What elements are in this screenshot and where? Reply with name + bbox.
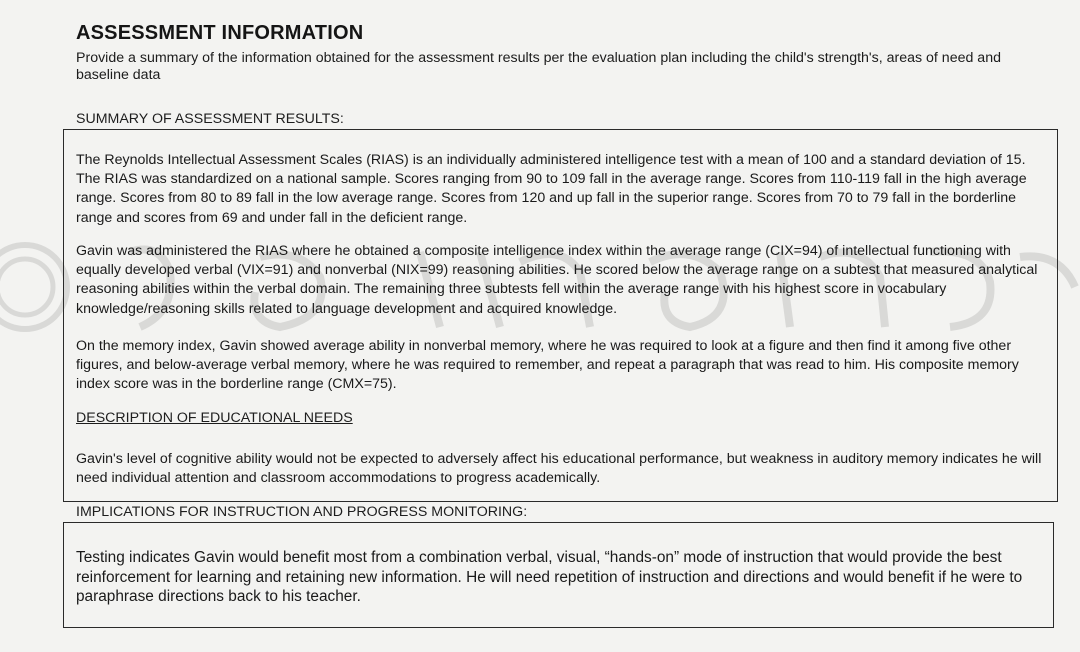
summary-paragraph-memory: On the memory index, Gavin showed average ability in nonverbal memory, where he was required to look at a figure and then find it among five other figures, and below-average verbal memory, where he was required to remember, and repeat a paragraph that was read to him. His composite memory index score was in the borderline range (CMX=75). (76, 338, 1019, 393)
summary-paragraph-rias: The Reynolds Intellectual Assessment Scales (RIAS) is an individually administered intelligence test with a mean of 100 and a standard deviation of 15. The RIAS was standardized on a national sample. Scores ranging from 90 to 109 fall in the average range. Scores from 110-119 fall in the high average range. Scores from 80 to 89 fall in the low average range. Scores from 120 and up fall in the superior range. Scores from 70 to 79 fall in the borderline range and scores from 69 and under fall in the deficient range. (76, 152, 1027, 226)
page-subtitle: Provide a summary of the information obtained for the assessment results per the evaluation plan including the child's strength's, areas of need and baseline data (76, 50, 1001, 83)
implications-label: IMPLICATIONS FOR INSTRUCTION AND PROGRESS MONITORING: (76, 504, 528, 520)
educational-needs-text: Gavin's level of cognitive ability would not be expected to adversely affect his educational performance, but weakness in auditory memory indicates he will need individual attention and classroom accommodations to progress academically. (76, 451, 1042, 487)
educational-needs-label: DESCRIPTION OF EDUCATIONAL NEEDS (76, 410, 353, 426)
summary-label: SUMMARY OF ASSESSMENT RESULTS: (76, 111, 344, 127)
summary-paragraph-results: Gavin was administered the RIAS where he obtained a composite intelligence index within the average range (CIX=94) of intellectual functioning with equally developed verbal (VIX=91) and nonverbal (NIX=99) reasoning abilities. He scored below the average range on a subtest that measured analytical reasoning abilities within the verbal domain. The remaining three subtests fell within the average range with his highest score in vocabulary knowledge/reasoning skills related to language development and acquired knowledge. (76, 243, 1038, 317)
page-title: ASSESSMENT INFORMATION (76, 22, 364, 44)
implications-text: Testing indicates Gavin would benefit most from a combination verbal, visual, “hands-on” mode of instruction that would provide the best reinforcement for learning and retaining new information. He will need repetition of instruction and directions and would benefit if he were to paraphrase directions back to his teacher. (76, 549, 1023, 606)
